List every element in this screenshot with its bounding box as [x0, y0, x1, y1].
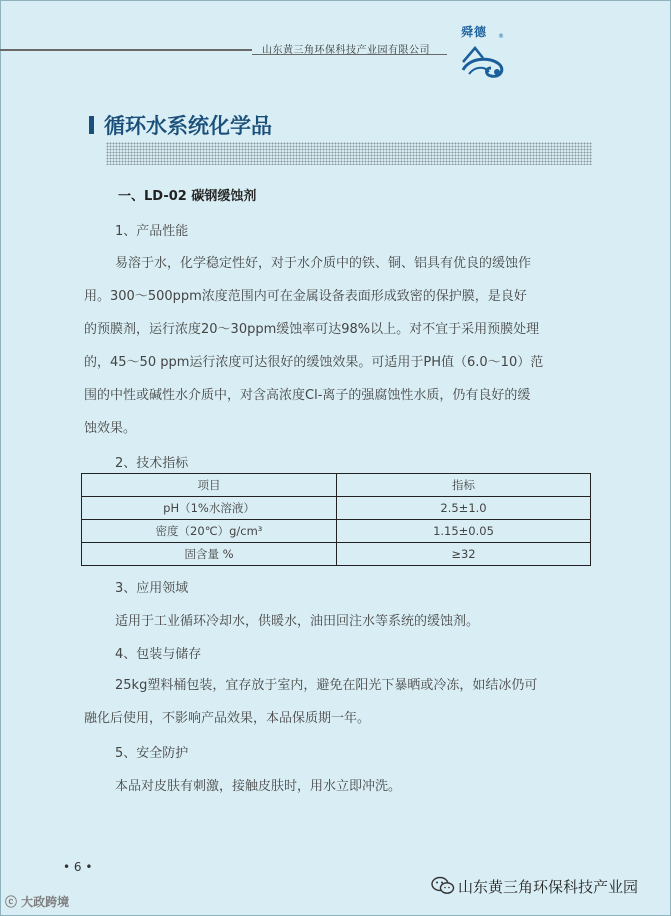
table-row	[82, 497, 591, 520]
wechat-icon	[431, 876, 455, 896]
specs-heading: 2、技术指标	[115, 456, 189, 471]
performance-line: 用。300～500ppm浓度范围内可在金属设备表面形成致密的保护膜，是良好	[84, 289, 527, 304]
table-cell: ≥32	[337, 543, 591, 566]
performance-paragraph	[84, 247, 594, 445]
performance-line: 的预膜剂，运行浓度20～30ppm缓蚀率可达98%以上。对不宜于采用预膜处理	[84, 322, 540, 337]
table-cell: 固含量 %	[82, 543, 337, 566]
watermark-left: ⓒ 大政跨境	[5, 895, 70, 909]
table-cell: 2.5±1.0	[337, 497, 591, 520]
table-header-cell: 项目	[82, 474, 337, 497]
registered-mark: ®	[498, 33, 504, 40]
header-rule	[0, 49, 252, 51]
packaging-line: 融化后使用，不影响产品效果，本品保质期一年。	[84, 711, 371, 726]
watermark-right: 山东黄三角环保科技产业园	[458, 878, 639, 896]
table-header-cell: 指标	[337, 474, 591, 497]
packaging-line: 25kg塑料桶包装，宜存放于室内，避免在阳光下暴晒或冷冻，如结冰仍可	[115, 678, 538, 693]
title-accent-bar	[89, 116, 94, 134]
logo-text: 舜德	[461, 25, 488, 39]
header-company-name: 山东黄三角环保科技产业园有限公司	[262, 45, 430, 56]
dotted-divider	[106, 142, 592, 165]
application-heading: 3、应用领域	[115, 581, 189, 596]
specs-table	[81, 473, 591, 566]
table-row	[82, 520, 591, 543]
table-cell: 密度（20℃）g/cm³	[82, 520, 337, 543]
packaging-heading: 4、包装与储存	[115, 647, 202, 662]
performance-line: 的，45～50 ppm运行浓度可达很好的缓蚀效果。可适用于PH值（6.0～10）范	[84, 355, 544, 370]
safety-text: 本品对皮肤有刺激，接触皮肤时，用水立即冲洗。	[115, 779, 402, 794]
table-cell: pH（1%水溶液）	[82, 497, 337, 520]
section-heading: 一、LD-02 碳钢缓蚀剂	[118, 189, 257, 204]
performance-line: 围的中性或碱性水介质中，对含高浓度Cl-离子的强腐蚀性水质，仍有良好的缓	[84, 388, 531, 403]
safety-heading: 5、安全防护	[115, 746, 189, 761]
table-row	[82, 543, 591, 566]
page-title: 循环水系统化学品	[104, 114, 272, 138]
table-header-row	[82, 474, 591, 497]
table-cell: 1.15±0.05	[337, 520, 591, 543]
performance-heading: 1、产品性能	[115, 224, 189, 239]
page-number: • 6 •	[63, 860, 93, 874]
application-text: 适用于工业循环冷却水，供暖水，油田回注水等系统的缓蚀剂。	[115, 614, 480, 629]
performance-line: 蚀效果。	[84, 421, 137, 436]
performance-line: 易溶于水，化学稳定性好，对于水介质中的铁、铜、铝具有优良的缓蚀作	[115, 256, 532, 271]
packaging-paragraph	[84, 669, 594, 735]
